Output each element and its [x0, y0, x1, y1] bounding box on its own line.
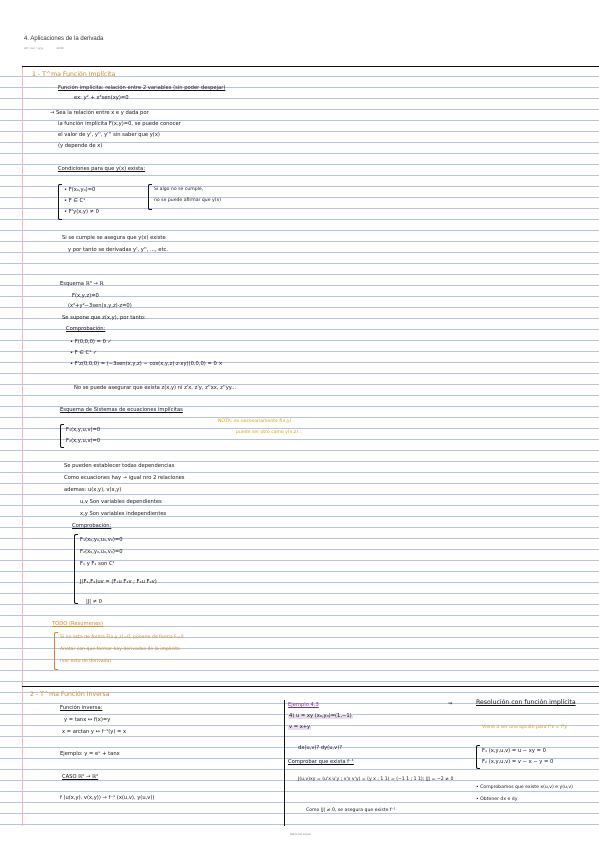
- conditions-brace: [58, 184, 62, 220]
- todo-brace: [54, 632, 58, 670]
- jacobian-condition: |J| ≠ 0: [86, 599, 102, 605]
- check-label: Comprobación:: [66, 326, 106, 332]
- column-divider-1: [284, 700, 285, 826]
- example43-question: dx(u,v)? dy(u,v)?: [298, 745, 342, 751]
- example43-check: Comprobar que exista f⁻¹: [288, 759, 354, 765]
- example43-line-1: 4) u = xy (x₀,y₀)=(1,−1): [289, 713, 352, 719]
- implicit-step-1: • Comprobamos que existe x(u,v) e y(u,v): [476, 785, 573, 790]
- implicit-note: Viene a ser una opción para f¹x = f²y: [482, 725, 568, 730]
- note-label: NOTA: no necesariamente f(x,y): [218, 419, 292, 424]
- system-brace: [60, 424, 64, 448]
- conclusion-2: y por tanto se derivadas y', y'', ..., etc.: [68, 247, 168, 253]
- inverse-label: Función inversa:: [60, 705, 103, 711]
- example43-line-2: v = x+y: [289, 724, 311, 730]
- implicit-eq-2: F₂ (x,y,u,v) = v − x − y = 0: [482, 759, 554, 765]
- page-meta: [24, 46, 64, 50]
- section1-heading: 1 - T^ma Función Implícita: [32, 71, 116, 78]
- system-eq-2: F₂(x,y,u,v)=0: [66, 438, 101, 444]
- system-eq-1: F₁(x,y,u,v)=0: [66, 427, 101, 433]
- independents: x,y Son variables independientes: [80, 511, 167, 517]
- implicit-step-2: • Obtener dx e dy: [476, 797, 518, 802]
- example43-conclusion: Como |J| ≠ 0, se asegura que existe f⁻¹: [306, 808, 396, 813]
- page-header: [0, 0, 599, 66]
- scheme-assume: Se supone que z(x,y), por tanto:: [62, 315, 146, 321]
- footer-author: Mario Gil López: [290, 832, 312, 836]
- conclusion-1: Si se cumple se asegura que y(x) existe: [62, 235, 166, 241]
- conditions-note-brace: [148, 184, 152, 210]
- example43-title: Ejemplo 4.3: [288, 702, 319, 708]
- scheme-eq-1: F(x,y,z)=0: [72, 293, 99, 299]
- condition-2: • F ∈ C¹: [64, 198, 86, 204]
- todo-1: Si no esta de forma F(x,y,z)=0, ponerlo de forma F=0: [60, 635, 184, 640]
- note-line-4: (y depende de x): [58, 143, 103, 149]
- section1-top-divider: [22, 66, 599, 67]
- conditions-note-2: no se puede afirmar que y(x): [154, 198, 222, 203]
- implicit-example: ex: y² + x³sen(xy)=0: [74, 95, 129, 101]
- arrow-icon: ⇒: [448, 701, 453, 707]
- meta-time: 14:00: [56, 46, 64, 50]
- inverse-line-2: x = arctan y ↔ f⁻¹(y) = x: [62, 729, 127, 735]
- page-title: 4. Aplicaciones de la derivada: [24, 36, 104, 42]
- todo-2: Anotar con que formar hay derivadas de la implícita: [60, 647, 180, 652]
- section2-top-divider: [22, 686, 599, 687]
- note-text: puede ser otro como y(x,z)...: [236, 430, 303, 435]
- check2-2: F₂(x₀,y₀,u₀,v₀)=0: [80, 549, 123, 555]
- conditions-note-1: Si algo no se cumple,: [154, 187, 204, 192]
- check2-label: Comprobación:: [72, 523, 112, 529]
- note-line-1: → Sea la relación entre x e y dada por: [50, 110, 149, 116]
- scheme-eq-2: (x²+y²−3sen(x,y,z)·z=0): [68, 303, 132, 309]
- system-title: Esquema de Sistemas de ecuaciones implícitas: [60, 407, 183, 413]
- check-3: • F'z(0,0,0) = (−3sen(x,y,z) − cos(x,y,z)·z·xy)(0,0,0) = 0 ×: [70, 361, 223, 367]
- todo-title: TODO (Resúmenes): [52, 621, 104, 627]
- check2-3: F₁ y F₂ son C¹: [80, 561, 115, 567]
- establish-1: Se pueden establecer todas dependencias: [64, 463, 175, 469]
- implicit-brace: [476, 745, 480, 769]
- check-2: • F ∈ C¹ ✓: [70, 350, 98, 356]
- inverse-example: Ejemplo: y = eˣ + tanx: [60, 751, 120, 757]
- establish-3: ademas: u(x,y), v(x,y): [64, 487, 122, 493]
- dependents: u,v Son variables dependientes: [80, 499, 162, 505]
- implicit-title: Resolución con función implícita: [476, 699, 576, 706]
- implicit-definition: Función implícita: relación entre 2 variables (sin poder despejar): [58, 85, 226, 91]
- condition-3: • F'y(x,y) ≠ 0: [64, 209, 99, 215]
- check2-1: F₁(x₀,y₀,u₀,v₀)=0: [80, 537, 123, 543]
- implicit-eq-1: F₁ (x,y,u,v) = u − xy = 0: [482, 748, 546, 754]
- condition-1: • F(x₀,y₀)=0: [64, 187, 96, 193]
- section2-heading: 2 - T^ma Función Inversa: [30, 691, 110, 698]
- scheme-title: Esquema ℝ³ → ℝ: [60, 281, 104, 287]
- check-1: • F(0,0,0) = 0 ✓: [70, 339, 112, 345]
- margin-line: [22, 66, 23, 826]
- cannot-ensure: No se puede asegurar que exista z(x,y) ni z'x, z'y, z''xx, z''yy...: [74, 385, 237, 391]
- case-mapping: f (u(x,y), v(x,y)) → f⁻¹ (x(u,v), y(u,v)): [60, 795, 155, 801]
- establish-2: Como ecuaciones hay → igual nro 2 relaciones: [64, 475, 185, 481]
- todo-3: (ver esto de derivada): [60, 659, 112, 664]
- check2-brace: [74, 534, 78, 604]
- case-label: CASO ℝ² → ℝ²: [62, 774, 99, 780]
- page-footer: [0, 826, 599, 848]
- note-line-3: el valor de y', y'', y''' sin saber que y(x): [58, 132, 160, 138]
- note-line-2: la función implícita F(x,y)=0, se puede conocer: [58, 121, 181, 127]
- jacobian: J(F₁,F₂)uv = (F₁u F₁v ; F₂u F₂v): [80, 579, 157, 585]
- conditions-title: Condiciones para que y(x) exista:: [58, 166, 146, 172]
- example43-jacobian: J(u,v)xy = (u'x u'y ; v'x v'y) = (y x ; 1 1) = (−1 1 ; 1 1); |J| = −2 ≠ 0: [298, 777, 454, 782]
- inverse-line-1: y = tanx ↔ f(x)=y: [64, 717, 111, 723]
- meta-date: dd / mm / yyyy: [24, 46, 44, 50]
